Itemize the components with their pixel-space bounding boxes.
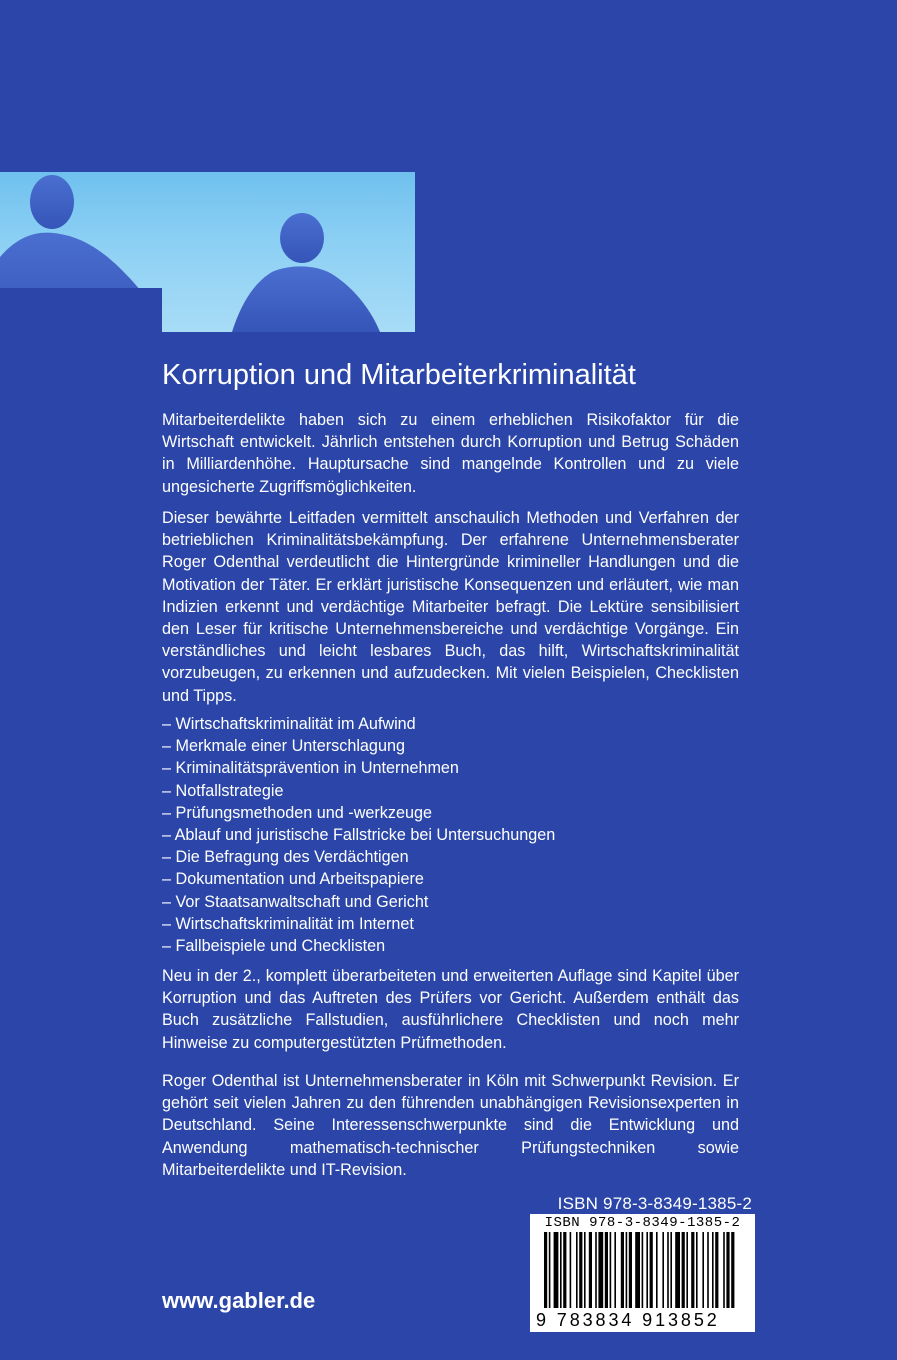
list-item: – Vor Staatsanwaltschaft und Gericht bbox=[162, 891, 739, 913]
intro-paragraph bbox=[162, 409, 739, 498]
barcode-digits: 9 783834 913852 bbox=[536, 1310, 720, 1330]
list-item: – Wirtschaftskriminalität im Aufwind bbox=[162, 713, 739, 735]
barcode-bar bbox=[629, 1232, 632, 1308]
barcode-bar bbox=[579, 1232, 582, 1308]
barcode-isbn-text: ISBN 978-3-8349-1385-2 bbox=[544, 1215, 741, 1231]
barcode-bar bbox=[656, 1232, 658, 1308]
list-item: – Wirtschaftskriminalität im Internet bbox=[162, 913, 739, 935]
barcode-bar bbox=[549, 1232, 551, 1308]
photo-cutout bbox=[0, 288, 162, 332]
description-paragraph bbox=[162, 507, 739, 707]
barcode-bar bbox=[667, 1232, 669, 1308]
barcode-bar bbox=[584, 1232, 586, 1308]
barcode-bar bbox=[589, 1232, 592, 1308]
barcode-bar bbox=[662, 1232, 664, 1308]
intro-text: Mitarbeiterdelikte haben sich zu einem erheblichen Risikofaktor für die Wirtschaft entwickelt. Jährlich entstehen durch Korruption und Betrug Schäden in Milliardenhöhe. Hauptursache sind mangelnde Kontrollen und zu viele ungesicherte Zugriffsmöglichkeiten. bbox=[162, 411, 739, 496]
barcode-bar bbox=[605, 1232, 608, 1308]
barcode-bar bbox=[554, 1232, 559, 1308]
barcode-bar bbox=[712, 1232, 714, 1308]
barcode-bar bbox=[626, 1232, 628, 1308]
barcode bbox=[530, 1214, 755, 1332]
barcode-bar bbox=[670, 1232, 672, 1308]
list-item: – Merkmale einer Unterschlagung bbox=[162, 735, 739, 757]
book-title: Korruption und Mitarbeiterkriminalität bbox=[162, 359, 636, 391]
barcode-bar bbox=[642, 1232, 644, 1308]
barcode-bar bbox=[570, 1232, 572, 1308]
barcode-bar bbox=[731, 1232, 734, 1308]
barcode-bar bbox=[702, 1232, 704, 1308]
author-bio-paragraph bbox=[162, 1070, 739, 1181]
author-bio-text: Roger Odenthal ist Unternehmensberater in Köln mit Schwerpunkt Revision. Er gehört seit vielen Jahren zu den führenden unabhängigen Revisionsexperten in Deutschland. Seine Interessenschwerpunkte sind die Entwicklung und Anwendung mathematisch-technischer Prüfungstechniken sowie Mitarbeiterdelikte und IT-Revision. bbox=[162, 1072, 739, 1179]
right-person-body bbox=[232, 266, 380, 332]
new-edition-text: Neu in der 2., komplett überarbeiteten und erweiterten Auflage sind Kapitel über Korruption und das Auftreten des Prüfers vor Gericht. Außerdem enthält das Buch zusätzliche Fallstudien, ausführlichere Checklisten und noch mehr Hinweise zu computergestützten Prüfmethoden. bbox=[162, 967, 739, 1052]
list-item: – Prüfungsmethoden und -werkzeuge bbox=[162, 802, 739, 824]
barcode-bar bbox=[621, 1232, 624, 1308]
isbn-label: ISBN 978-3-8349-1385-2 bbox=[557, 1194, 752, 1213]
barcode-bar bbox=[610, 1232, 612, 1308]
barcode-bar bbox=[707, 1232, 709, 1308]
list-item: – Dokumentation und Arbeitspapiere bbox=[162, 868, 739, 890]
right-person-head bbox=[280, 213, 324, 263]
barcode-bar bbox=[675, 1232, 680, 1308]
barcode-bar bbox=[576, 1232, 578, 1308]
barcode-bar bbox=[726, 1232, 729, 1308]
list-item: – Kriminalitätsprävention in Unternehmen bbox=[162, 757, 739, 779]
barcode-bar bbox=[691, 1232, 694, 1308]
new-edition-paragraph bbox=[162, 965, 739, 1054]
topics-list bbox=[162, 713, 739, 957]
barcode-bar bbox=[686, 1232, 688, 1308]
left-person-head bbox=[30, 175, 74, 229]
list-item: – Fallbeispiele und Checklisten bbox=[162, 935, 739, 957]
barcode-bar bbox=[544, 1232, 547, 1308]
barcode-bar bbox=[614, 1232, 616, 1308]
barcode-bar bbox=[598, 1232, 603, 1308]
barcode-bar bbox=[563, 1232, 566, 1308]
list-item: – Die Befragung des Verdächtigen bbox=[162, 846, 739, 868]
list-item: – Notfallstrategie bbox=[162, 780, 739, 802]
publisher-website: www.gabler.de bbox=[162, 1288, 316, 1313]
barcode-bar bbox=[635, 1232, 640, 1308]
description-text: Dieser bewährte Leitfaden vermittelt anschaulich Methoden und Verfahren der betrieblichen Kriminalitätsbekämpfung. Der erfahrene Unternehmensberater Roger Odenthal verdeutlicht die Hintergründe krimineller Handlungen und die Motivation der Täter. Er erklärt juristische Konsequenzen und erläutert, wie man Indizien erkennt und verdächtige Mitarbeiter befragt. Die Lektüre sensibilisiert den Leser für kritische Unternehmensbereiche und verdächtige Vorgänge. Ein verständliches und leicht lesbares Buch, das hilft, Wirtschaftskriminalität vorzubeugen, zu erkennen und aufzudecken. Mit vielen Beispielen, Checklisten und Tipps. bbox=[162, 509, 739, 705]
barcode-bar bbox=[682, 1232, 685, 1308]
barcode-bar bbox=[595, 1232, 597, 1308]
barcode-bar bbox=[560, 1232, 562, 1308]
barcode-bar bbox=[646, 1232, 648, 1308]
list-item: – Ablauf und juristische Fallstricke bei Untersuchungen bbox=[162, 824, 739, 846]
barcode-bar bbox=[650, 1232, 653, 1308]
barcode-bar bbox=[715, 1232, 718, 1308]
barcode-bar bbox=[696, 1232, 698, 1308]
barcode-bar bbox=[723, 1232, 725, 1308]
